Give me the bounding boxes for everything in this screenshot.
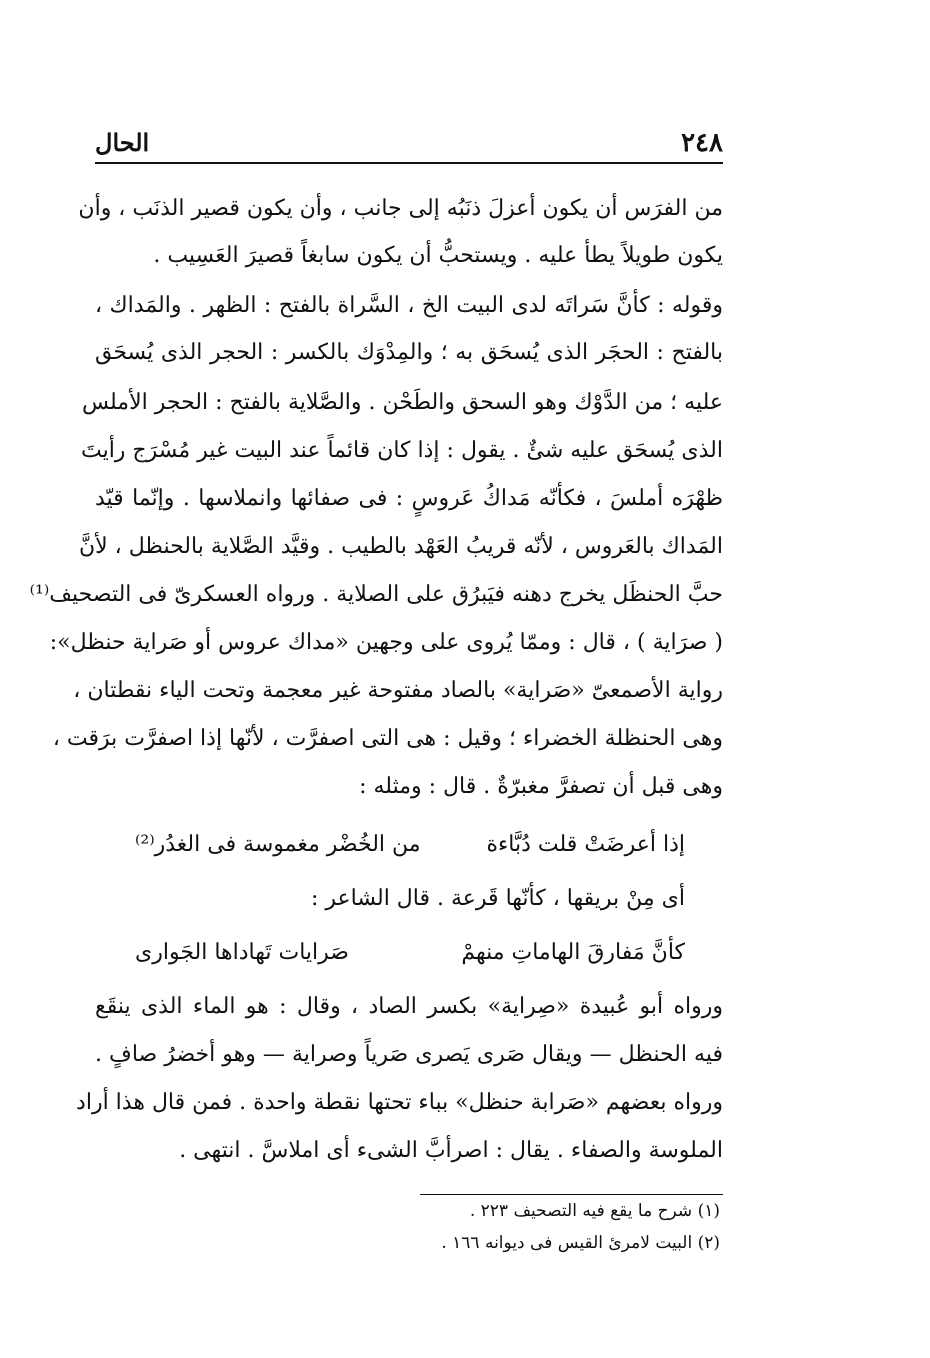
body-line: وهى قبل أن تصفرَّ مغبرّةٌ . قال : ومثله : xyxy=(359,774,723,799)
body-line: وهى الحنظلة الخضراء ؛ وقيل : هى التى اصفرَّت ، لأنّها إذا اصفرَّت برَقت ، xyxy=(52,726,723,751)
body-line: ورواه أبو عُبيدة «صِراية» بكسر الصاد ، وقال : هو الماء الذى ينقَع xyxy=(95,994,723,1019)
body-line: يكون طويلاً يطأ عليه . ويستحبُّ أن يكون سابغاً قصيرَ العَسِيب . xyxy=(153,243,723,268)
body-line: وقوله : كأنَّ سَراتَه لدى البيت الخ ، السَّراة بالفتح : الظهر . والمَداك ، xyxy=(95,293,723,318)
body-line: عليه ؛ من الدَّوْك وهو السحق والطَحْن . والصَّلاية بالفتح : الحجر الأملس xyxy=(81,390,723,415)
body-line: من الفرَس أن يكون أعزلَ ذنَبُه إلى جانب ، وأن يكون قصير الذنَب ، وأن xyxy=(78,196,723,221)
body-line: الملوسة والصفاء . يقال : اصرأبَّ الشىء أى املاسَّ . انتهى . xyxy=(179,1138,723,1163)
page-header xyxy=(95,128,723,160)
verse-2 xyxy=(95,930,723,976)
body-line: حبَّ الحنظَل يخرج دهنه فيَبرُق على الصلاية . ورواه العسكرىّ فى التصحيف⁽¹⁾ xyxy=(29,582,723,607)
verse-second-hemistich: من الخُضْر مغموسة فى الغدُر⁽²⁾ xyxy=(135,832,421,857)
body-line: أى مِنْ بريقها ، كأنّها قَرعة . قال الشاعر : xyxy=(311,886,685,911)
footnote-rule xyxy=(420,1194,723,1195)
verse-1 xyxy=(95,822,723,868)
body-line: ظهْرَه أملسَ ، فكأنّه مَداكُ عَروسٍ : فى صفائها وانملاسها . وإنّما قيّد xyxy=(95,486,723,511)
body-line: المَداك بالعَروس ، لأنّه قريبُ العَهْد بالطيب . وقيَّد الصَّلاية بالحنظل ، لأنَّ xyxy=(78,534,723,559)
verse-second-hemistich: صَرايات تَهاداها الجَوارى xyxy=(135,940,349,965)
body-line: فيه الحنظل — ويقال صَرى يَصرى صَرياً وصراية — وهو أخضرُ صافٍ . xyxy=(95,1042,723,1067)
body-line: بالفتح : الحجَر الذى يُسحَق به ؛ والمِدْوَك بالكسر : الحجر الذى يُسحَق xyxy=(95,340,723,365)
verse-first-hemistich: إذا أعرضَتْ قلت دُبَّاءة xyxy=(486,832,685,857)
header-rule xyxy=(95,162,723,164)
body-line: ( صرَاية ) ، قال : وممّا يُروى على وجهين «مداك عروس أو صَراية حنظل»: xyxy=(49,630,723,655)
verse-first-hemistich: كأنَّ مَفارقَ الهاماتِ منهمْ xyxy=(461,940,685,965)
page-number: ٢٤٨ xyxy=(681,128,723,158)
body-line: رواية الأصمعىّ «صَراية» بالصاد مفتوحة غير معجمة وتحت الياء نقطتان ، xyxy=(73,678,723,703)
running-title: الحال xyxy=(95,128,150,157)
footnote-1: (١) شرح ما يقع فيه التصحيف ٢٢٣ . xyxy=(469,1201,720,1221)
body-line: ورواه بعضهم «صَرابة حنظل» بباء تحتها نقطة واحدة . فمن قال هذا أراد xyxy=(76,1090,723,1115)
body-line: الذى يُسحَق عليه شئٌ . يقول : إذا كان قائماً عند البيت غير مُسْرَج رأيتَ xyxy=(80,438,723,463)
footnote-2: (٢) البيت لامرئ القيس فى ديوانه ١٦٦ . xyxy=(441,1233,720,1253)
